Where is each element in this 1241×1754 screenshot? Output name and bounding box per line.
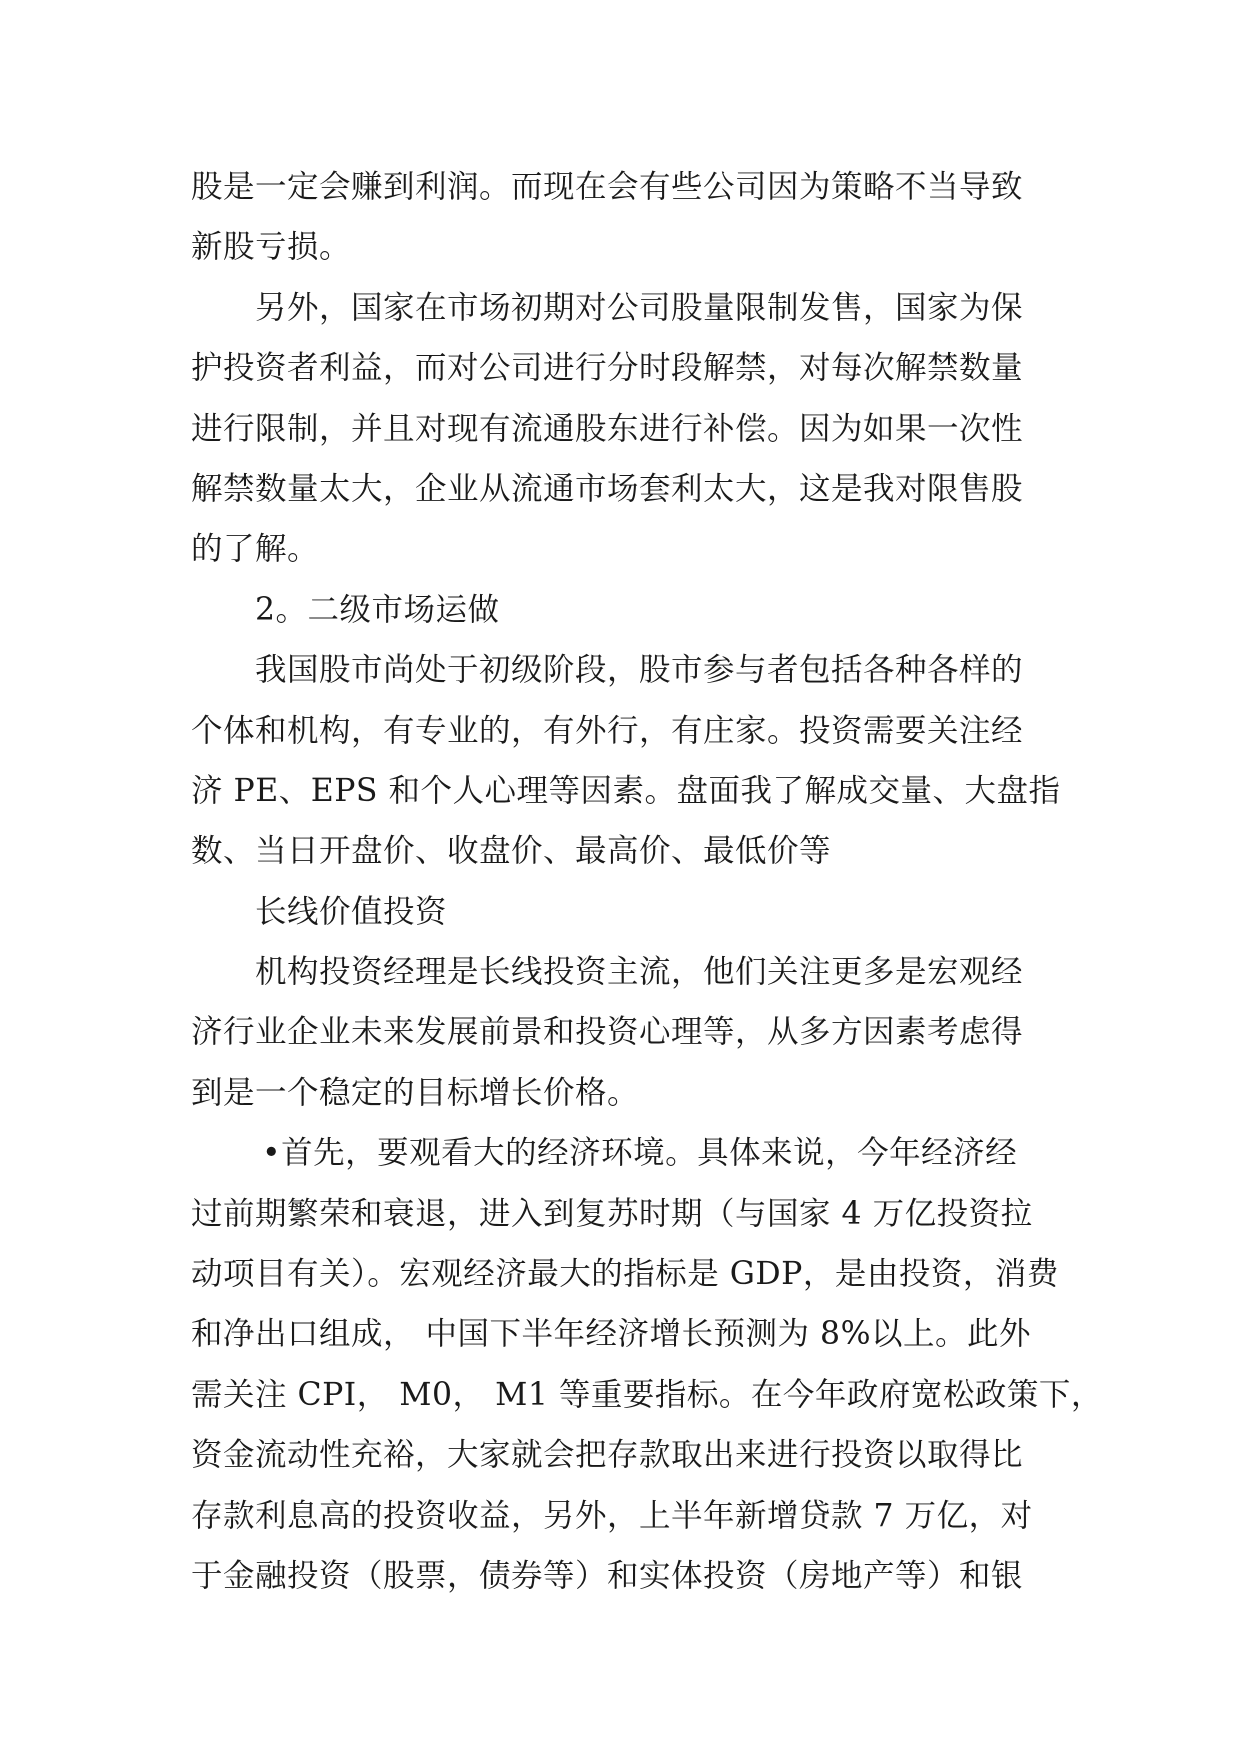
text-line: 和净出口组成， 中国下半年经济增长预测为 8%以上。此外 bbox=[191, 1316, 1032, 1353]
document-body bbox=[191, 157, 1103, 1606]
section-heading: 2。二级市场运做 bbox=[255, 591, 500, 628]
text-line: 存款利息高的投资收益，另外，上半年新增贷款 7 万亿，对 bbox=[191, 1497, 1033, 1534]
text-line: 济行业企业未来发展前景和投资心理等，从多方因素考虑得 bbox=[191, 1014, 1024, 1051]
text-line: 于金融投资（股票，债券等）和实体投资（房地产等）和银 bbox=[191, 1557, 1024, 1594]
paragraph-start-line: 另外，国家在市场初期对公司股量限制发售，国家为保 bbox=[255, 289, 1024, 326]
text-line: 的了解。 bbox=[191, 531, 320, 568]
text-line: 动项目有关）。宏观经济最大的指标是 GDP，是由投资，消费 bbox=[191, 1256, 1059, 1293]
text-line: 护投资者利益，而对公司进行分时段解禁，对每次解禁数量 bbox=[191, 350, 1024, 387]
bullet-paragraph-start-line: •首先，要观看大的经济环境。具体来说，今年经济经 bbox=[262, 1135, 1018, 1172]
text-line: 新股亏损。 bbox=[191, 229, 352, 266]
text-line: 股是一定会赚到利润。而现在会有些公司因为策略不当导致 bbox=[191, 169, 1024, 205]
text-line: 进行限制，并且对现有流通股东进行补偿。因为如果一次性 bbox=[191, 410, 1024, 447]
text-line: 数、当日开盘价、收盘价、最高价、最低价等 bbox=[191, 833, 832, 870]
text-line: 资金流动性充裕，大家就会把存款取出来进行投资以取得比 bbox=[191, 1437, 1024, 1474]
subsection-heading: 长线价值投资 bbox=[255, 893, 448, 930]
paragraph-start-line: 机构投资经理是长线投资主流，他们关注更多是宏观经 bbox=[255, 954, 1024, 991]
text-line: 济 PE、EPS 和个人心理等因素。盘面我了解成交量、大盘指 bbox=[191, 772, 1061, 809]
text-line: 需关注 CPI， M0， M1 等重要指标。在今年政府宽松政策下， bbox=[191, 1376, 1103, 1413]
text-line: 过前期繁荣和衰退，进入到复苏时期（与国家 4 万亿投资拉 bbox=[191, 1195, 1033, 1232]
text-line: 到是一个稳定的目标增长价格。 bbox=[191, 1074, 640, 1111]
text-line: 个体和机构，有专业的，有外行，有庄家。投资需要关注经 bbox=[191, 712, 1024, 749]
paragraph-start-line: 我国股市尚处于初级阶段，股市参与者包括各种各样的 bbox=[255, 652, 1024, 689]
text-line: 解禁数量太大，企业从流通市场套利太大，这是我对限售股 bbox=[191, 470, 1024, 507]
